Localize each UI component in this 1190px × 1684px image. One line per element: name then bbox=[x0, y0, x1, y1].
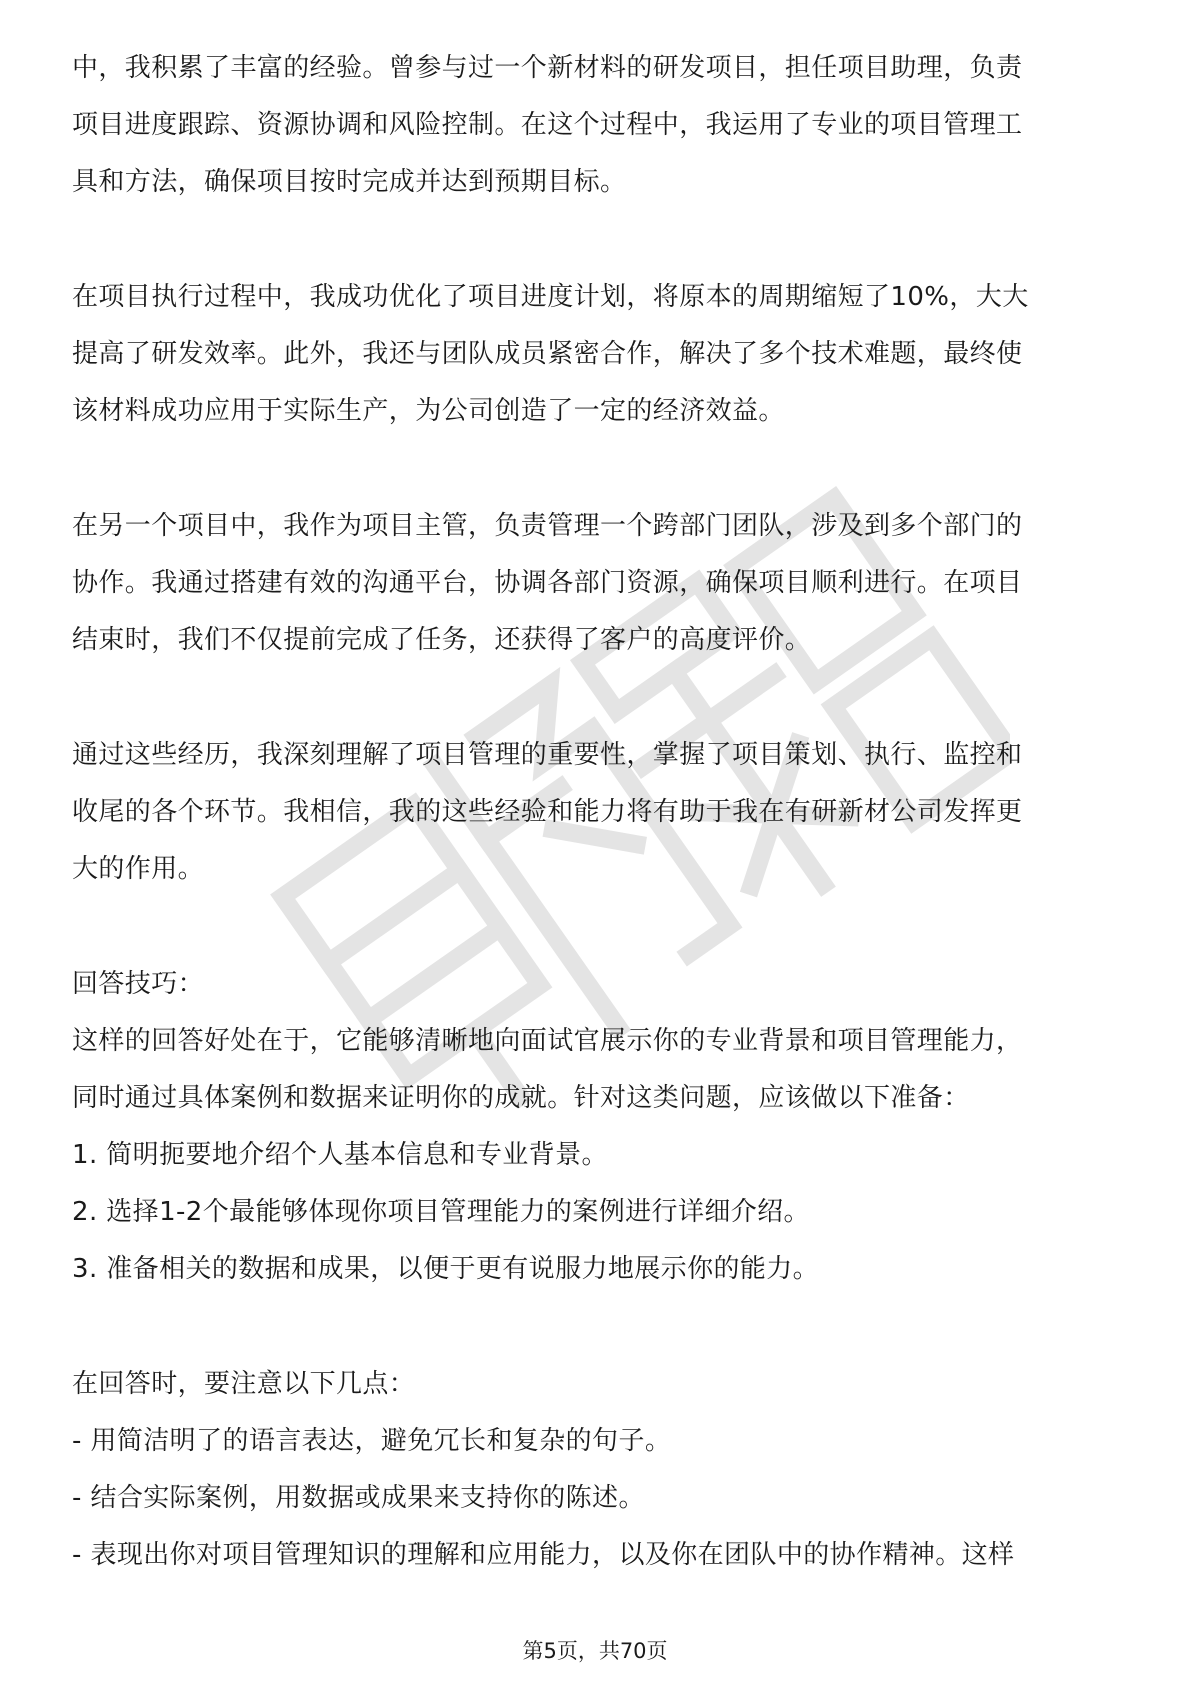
tips-heading: 回答技巧： bbox=[72, 969, 205, 999]
paragraph bbox=[72, 498, 1122, 669]
tips-line: 这样的回答好处在于，它能够清晰地向面试官展示你的专业背景和项目管理能力， bbox=[72, 1026, 1023, 1056]
tips-list-item: 1. 简明扼要地介绍个人基本信息和专业背景。 bbox=[72, 1140, 608, 1170]
paragraph-line: 项目进度跟踪、资源协调和风险控制。在这个过程中，我运用了专业的项目管理工 bbox=[72, 110, 1023, 140]
paragraph bbox=[72, 40, 1122, 211]
notes-list-item: - 表现出你对项目管理知识的理解和应用能力，以及你在团队中的协作精神。这样 bbox=[72, 1540, 1015, 1570]
paragraph-line: 协作。我通过搭建有效的沟通平台，协调各部门资源，确保项目顺利进行。在项目 bbox=[72, 568, 1023, 598]
page-number-footer: 第5页，共70页 bbox=[522, 1639, 668, 1663]
tips-list-item: 2. 选择1-2个最能够体现你项目管理能力的案例进行详细介绍。 bbox=[72, 1197, 810, 1227]
paragraph-line: 通过这些经历，我深刻理解了项目管理的重要性，掌握了项目策划、执行、监控和 bbox=[72, 740, 1023, 770]
paragraph-line: 中，我积累了丰富的经验。曾参与过一个新材料的研发项目，担任项目助理，负责 bbox=[72, 53, 1023, 83]
tips-line: 同时通过具体案例和数据来证明你的成就。针对这类问题，应该做以下准备： bbox=[72, 1083, 970, 1113]
paragraph-line: 在另一个项目中，我作为项目主管，负责管理一个跨部门团队，涉及到多个部门的 bbox=[72, 511, 1023, 541]
paragraph-line: 大的作用。 bbox=[72, 854, 205, 884]
tips-list-item: 3. 准备相关的数据和成果，以便于更有说服力地展示你的能力。 bbox=[72, 1254, 820, 1284]
document-body bbox=[72, 40, 1122, 1584]
paragraph-line: 该材料成功应用于实际生产，为公司创造了一定的经济效益。 bbox=[72, 396, 785, 426]
paragraph-line: 收尾的各个环节。我相信，我的这些经验和能力将有助于我在有研新材公司发挥更 bbox=[72, 797, 1023, 827]
notes-list-item: - 用简洁明了的语言表达，避免冗长和复杂的句子。 bbox=[72, 1426, 672, 1456]
tips-section bbox=[72, 956, 1122, 1298]
paragraph-line: 具和方法，确保项目按时完成并达到预期目标。 bbox=[72, 167, 627, 197]
notes-list-item: - 结合实际案例，用数据或成果来支持你的陈述。 bbox=[72, 1483, 645, 1513]
paragraph bbox=[72, 727, 1122, 898]
notes-heading: 在回答时，要注意以下几点： bbox=[72, 1369, 416, 1399]
paragraph bbox=[72, 269, 1122, 440]
paragraph-line: 结束时，我们不仅提前完成了任务，还获得了客户的高度评价。 bbox=[72, 625, 812, 655]
paragraph-line: 在项目执行过程中，我成功优化了项目进度计划，将原本的周期缩短了10%，大大 bbox=[72, 282, 1029, 312]
notes-section bbox=[72, 1356, 1122, 1584]
paragraph-line: 提高了研发效率。此外，我还与团队成员紧密合作，解决了多个技术难题，最终使 bbox=[72, 339, 1023, 369]
